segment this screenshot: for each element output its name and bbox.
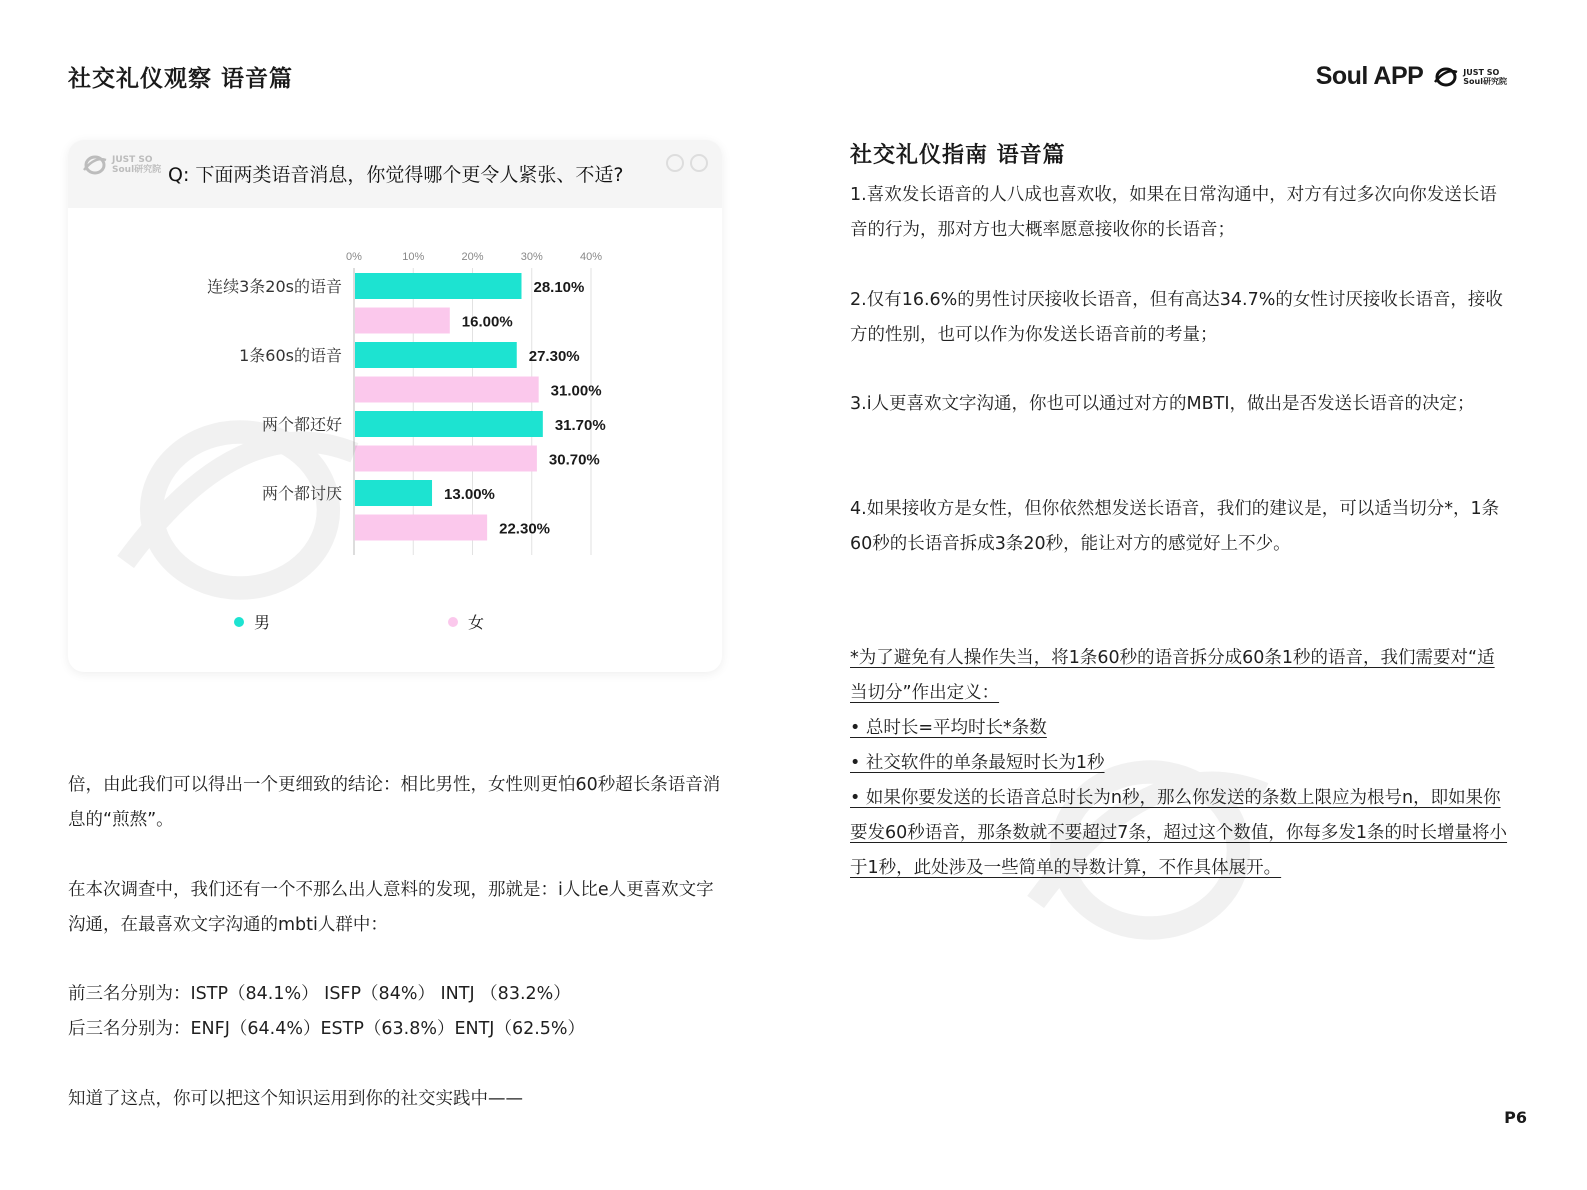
data-label: 28.10% (533, 279, 585, 296)
left-paragraph-4: 知道了这点，你可以把这个知识运用到你的社交实践中—— (68, 1089, 523, 1109)
survey-card (68, 140, 722, 672)
bar-male (355, 480, 432, 506)
card-logo-line2: Soul研究院 (112, 165, 162, 175)
footnote-intro: *为了避免有人操作失当，将1条60秒的语音拆分成60条1秒的语音，我们需要对“适当切分”作出定义： (850, 648, 1495, 703)
bar-female (355, 377, 539, 403)
page-title: 社交礼仪观察 语音篇 (68, 66, 294, 92)
page-number: P6 (1504, 1108, 1527, 1127)
left-paragraph-2: 在本次调查中，我们还有一个不那么出人意料的发现，那就是：i人比e人更喜欢文字沟通，在最喜欢文字沟通的mbti人群中： (68, 880, 714, 935)
x-tick-label: 30% (520, 251, 543, 263)
footnote-bullet-3: • 如果你要发送的长语音总时长为n秒，那么你发送的条数上限应为根号n，即如果你要发60秒语音，那条数就不要超过7条，超过这个数值，你每多发1条的时长增量将小于1秒，此处涉及一些简单的导数计算，不作具体展开。 (850, 788, 1508, 878)
data-label: 27.30% (528, 348, 580, 365)
data-label: 13.00% (444, 486, 495, 503)
bar-female (355, 515, 487, 541)
guide-item-2: 2.仅有16.6%的男性讨厌接收长语音，但有高达34.7%的女性讨厌接收长语音，接收方的性别，也可以作为你发送长语音前的考量； (850, 290, 1503, 345)
soul-logo-icon (1433, 66, 1459, 88)
left-paragraph-1: 倍，由此我们可以得出一个更细致的结论：相比男性，女性则更怕60秒超长条语音消息的“煎熬”。 (68, 775, 721, 830)
data-label: 22.30% (499, 520, 551, 538)
card-logo-line1: JUST SO (112, 155, 153, 165)
legend-item-male (234, 610, 270, 633)
brand-logo (1316, 62, 1507, 91)
footnote-bullet-1: • 总时长=平均时长*条数 (850, 718, 1047, 738)
guide-item-1: 1.喜欢发长语音的人八成也喜欢收，如果在日常沟通中，对方有过多次向你发送长语音的行为，那对方也大概率愿意接收你的长语音； (850, 185, 1497, 240)
guide-item-4: 4.如果接收方是女性，但你依然想发送长语音，我们的建议是，可以适当切分*，1条60秒的长语音拆成3条20秒，能让对方的感觉好上不少。 (850, 499, 1500, 554)
data-label: 30.70% (548, 451, 600, 469)
brand-sub (1463, 68, 1507, 86)
data-label: 31.00% (550, 382, 602, 400)
bar-male (355, 342, 517, 368)
bar-chart (68, 140, 722, 600)
x-tick-label: 10% (402, 251, 425, 263)
data-label: 16.00% (461, 313, 513, 331)
brand-mark (1433, 66, 1507, 88)
category-label: 两个都还好 (261, 415, 342, 434)
legend-dot-female (448, 617, 458, 627)
bar-female (355, 446, 537, 472)
footnote-bullet-2: • 社交软件的单条最短时长为1秒 (850, 753, 1105, 773)
brand-name: Soul APP (1315, 62, 1424, 90)
survey-question: Q: 下面两类语音消息，你觉得哪个更令人紧张、不适? (168, 164, 624, 186)
brand-sub-line1: JUST SO (1463, 67, 1500, 77)
legend-label-female: 女 (468, 613, 485, 632)
x-tick-label: 40% (579, 251, 603, 263)
x-tick-label: 20% (461, 251, 484, 263)
legend-item-female (448, 610, 484, 633)
x-tick-label: 0% (346, 251, 362, 263)
mbti-bottom-three: 后三名分别为：ENFJ（64.4%）ESTP（63.8%）ENTJ（62.5%） (68, 1019, 586, 1039)
bar-male (355, 273, 521, 299)
guide-item-3: 3.i人更喜欢文字沟通，你也可以通过对方的MBTI，做出是否发送长语音的决定； (850, 394, 1475, 414)
category-label: 连续3条20s的语音 (207, 277, 342, 296)
bar-male (355, 411, 543, 437)
legend-label-male: 男 (254, 613, 271, 632)
category-label: 1条60s的语音 (239, 346, 342, 365)
bar-female (355, 308, 450, 334)
data-label: 31.70% (554, 417, 606, 434)
category-label: 两个都讨厌 (261, 484, 342, 503)
brand-sub-line2: Soul研究院 (1463, 76, 1507, 86)
guide-title: 社交礼仪指南 语音篇 (850, 143, 1066, 168)
legend-dot-male (234, 617, 244, 627)
mbti-top-three: 前三名分别为：ISTP（84.1%） ISFP（84%） INTJ （83.2%） (68, 984, 571, 1004)
